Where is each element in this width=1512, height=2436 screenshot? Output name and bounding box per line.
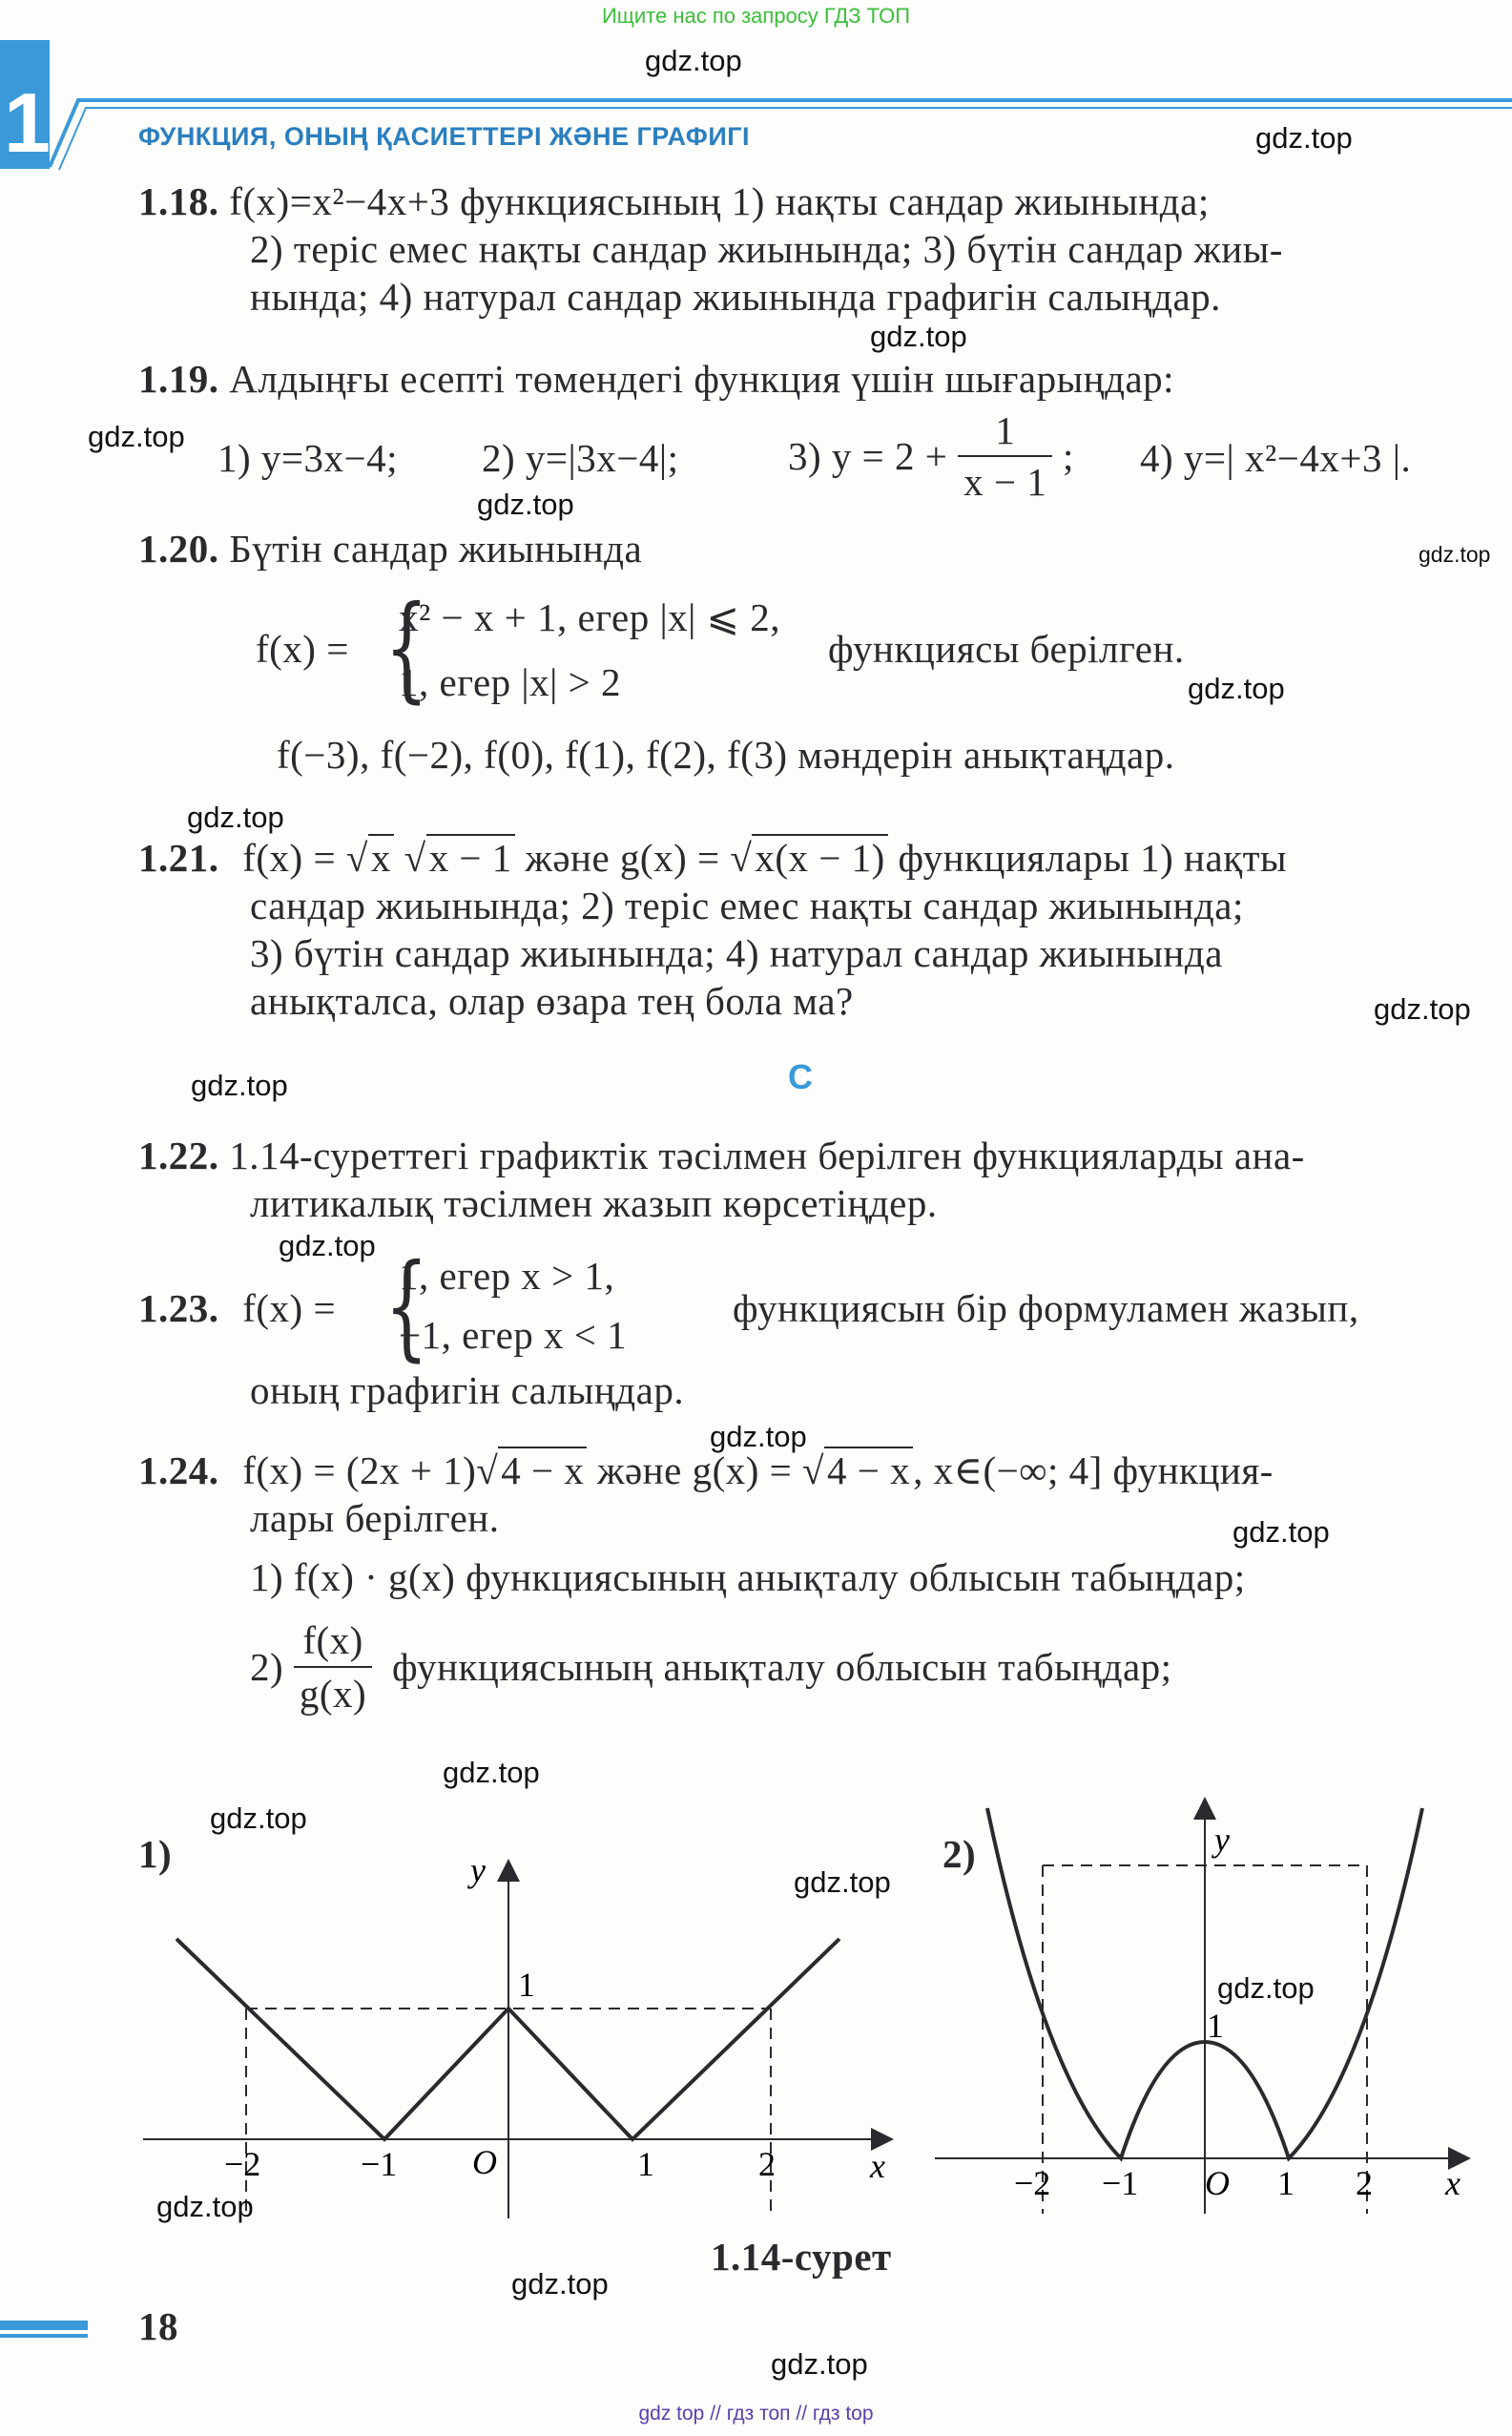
text-line: Алдыңғы есепті төмендегі функция үшін шығарыңдар: [229, 357, 1175, 401]
sqrt-arg: 4 − x [498, 1447, 587, 1492]
problem-number: 1.19. [138, 357, 219, 401]
text: , x∈(−∞; 4] функция- [913, 1448, 1274, 1492]
item-3-end: ; [1063, 434, 1074, 478]
text-line: 3) бүтін сандар жиынында; 4) натурал сандар жиынында [250, 931, 1223, 975]
watermark: gdz.top [710, 1420, 807, 1453]
page-number-bar-2 [0, 2334, 88, 2338]
problem-1-24 [138, 1447, 1274, 1494]
tick-label: 2 [758, 2145, 776, 2183]
brace: { [384, 582, 429, 715]
sqrt-sign: √ [476, 1448, 499, 1492]
x-label: x [870, 2147, 885, 2185]
page-number: 18 [138, 2304, 178, 2348]
item-2-label: 2) [250, 1645, 284, 1689]
fraction [958, 406, 1052, 507]
text-line: сандар жиынында; 2) теріс емес нақты сандар жиынында; [250, 884, 1244, 927]
one-label: 1 [518, 1966, 535, 2004]
tick-label: 2 [1356, 2164, 1373, 2202]
y-label: y [1214, 1821, 1230, 1859]
problem-number: 1.21. [138, 836, 219, 880]
denominator: x − 1 [963, 460, 1047, 504]
tick-label: −2 [224, 2145, 261, 2183]
graph-2 [930, 1794, 1479, 2233]
x-label: x [1445, 2164, 1460, 2202]
tick-label: −1 [1102, 2164, 1139, 2202]
tick-label: 1 [637, 2145, 654, 2183]
figure-caption: 1.14-сурет [711, 2235, 892, 2279]
watermark: gdz.top [645, 44, 742, 77]
problem-number: 1.20. [138, 527, 219, 571]
sqrt-arg: x(x − 1) [752, 834, 887, 880]
text: функциялары 1) нақты [898, 836, 1288, 880]
text-line: литикалық тәсілмен жазып көрсетіңдер. [250, 1181, 938, 1225]
fx-label: f(x) = [242, 1286, 337, 1330]
chapter-number: 1 [4, 75, 51, 170]
sqrt-arg: x − 1 [426, 834, 515, 880]
item-3 [788, 406, 1074, 507]
text-line: нында; 4) натурал сандар жиынында графигін салыңдар. [250, 275, 1221, 319]
text-line: оның графигін салыңдар. [250, 1368, 685, 1412]
problem-1-22 [138, 1132, 1305, 1179]
page-number-bar [0, 2321, 88, 2330]
problem-number: 1.22. [138, 1134, 219, 1177]
case-2: 1, егер |x| > 2 [399, 660, 621, 704]
sqrt-sign: √ [345, 836, 368, 880]
chapter-title: ФУНКЦИЯ, ОНЫҢ ҚАСИЕТТЕРІ ЖӘНЕ ГРАФИГІ [138, 122, 751, 151]
watermark: gdz.top [279, 1229, 376, 1262]
sqrt-sign: √ [404, 836, 426, 880]
watermark: gdz.top [443, 1756, 540, 1789]
problem-number: 1.18. [138, 179, 219, 223]
numerator: 1 [958, 406, 1052, 457]
sqrt-arg: 4 − x [824, 1447, 913, 1492]
text-line: функциясы берілген. [828, 627, 1185, 671]
text: және g(x) = [597, 1448, 802, 1492]
one-label: 1 [1207, 2007, 1224, 2045]
problem-1-21 [138, 834, 1287, 882]
item-2-text: функциясының анықталу облысын табыңдар; [391, 1645, 1172, 1689]
text-line: анықталса, олар өзара тең бола ма? [250, 979, 854, 1023]
denominator: g(x) [299, 1672, 367, 1716]
tick-label: −2 [1014, 2164, 1051, 2202]
item-2 [250, 1614, 1172, 1719]
graph-2-label: 2) [942, 1832, 977, 1876]
problem-number: 1.24. [138, 1448, 219, 1492]
watermark: gdz.top [511, 2267, 609, 2301]
text-line: лары берілген. [250, 1496, 500, 1540]
watermark: gdz.top [1419, 542, 1491, 567]
watermark: gdz.top [1217, 1971, 1315, 2005]
text-line: 1.14-суреттегі графиктік тәсілмен берілген функцияларды ана- [229, 1134, 1305, 1177]
watermark: gdz.top [477, 488, 574, 521]
sqrt-arg: x [368, 834, 394, 880]
sqrt-sign: √ [730, 836, 753, 880]
watermark: gdz.top [1255, 121, 1353, 155]
problem-1-19 [138, 355, 1174, 403]
watermark: gdz.top [870, 320, 967, 353]
tick-label: −1 [361, 2145, 398, 2183]
watermark: gdz.top [191, 1069, 288, 1102]
fraction [294, 1614, 372, 1719]
case-1: x² − x + 1, егер |x| ⩽ 2, [399, 595, 780, 639]
graph-1-label: 1) [138, 1832, 173, 1876]
text-line: f(−3), f(−2), f(0), f(1), f(2), f(3) мәндерін анықтаңдар. [277, 733, 1175, 777]
problem-number: 1.23. [138, 1286, 219, 1330]
text: және g(x) = [525, 836, 731, 880]
case-2: −1, егер x < 1 [399, 1313, 628, 1357]
watermark: gdz.top [1232, 1515, 1330, 1549]
text-line: f(x)=x²−4x+3 функциясының 1) нақты сандар жиынында; [229, 179, 1210, 223]
item-4: 4) y=| x²−4x+3 |. [1140, 436, 1412, 480]
origin-label: O [472, 2143, 497, 2181]
brace: { [384, 1240, 429, 1373]
watermark: gdz.top [156, 2190, 254, 2223]
watermark: gdz.top [794, 1865, 891, 1899]
sqrt-sign: √ [802, 1448, 825, 1492]
watermark: gdz.top [88, 420, 185, 453]
problem-1-18 [138, 177, 1210, 225]
text-line: 2) теріс емес нақты сандар жиынында; 3) бүтін сандар жиы- [250, 227, 1283, 271]
numerator: f(x) [294, 1614, 372, 1668]
item-1: 1) y=3x−4; [217, 436, 399, 480]
watermark: gdz.top [210, 1801, 307, 1835]
fx-label: f(x) = (2x + 1) [242, 1448, 477, 1492]
tick-label: 1 [1277, 2164, 1295, 2202]
watermark: gdz.top [187, 801, 284, 834]
y-label: y [470, 1851, 486, 1889]
text-line: функциясын бір формуламен жазып, [733, 1286, 1359, 1330]
top-banner[interactable]: Ищите нас по запросу ГДЗ ТОП [601, 4, 911, 28]
watermark: gdz.top [1188, 672, 1285, 705]
fx-label: f(x) = [242, 836, 346, 880]
section-c: C [788, 1057, 813, 1096]
case-1: 1, егер x > 1, [399, 1254, 615, 1298]
problem-1-20 [138, 525, 642, 573]
item-2: 2) y=|3x−4|; [482, 436, 679, 480]
watermark: gdz.top [1374, 992, 1471, 1026]
fx-label: f(x) = [256, 627, 349, 671]
origin-label: O [1205, 2164, 1230, 2202]
footer-links[interactable]: gdz top // гдз топ // гдз top [638, 2403, 874, 2425]
item-1: 1) f(x) · g(x) функциясының анықталу облысын табыңдар; [250, 1555, 1246, 1599]
text-line: Бүтін сандар жиынында [229, 527, 643, 571]
watermark: gdz.top [771, 2347, 868, 2381]
problem-1-23 [138, 1284, 336, 1332]
item-3-text: 3) y = 2 + [788, 434, 948, 478]
